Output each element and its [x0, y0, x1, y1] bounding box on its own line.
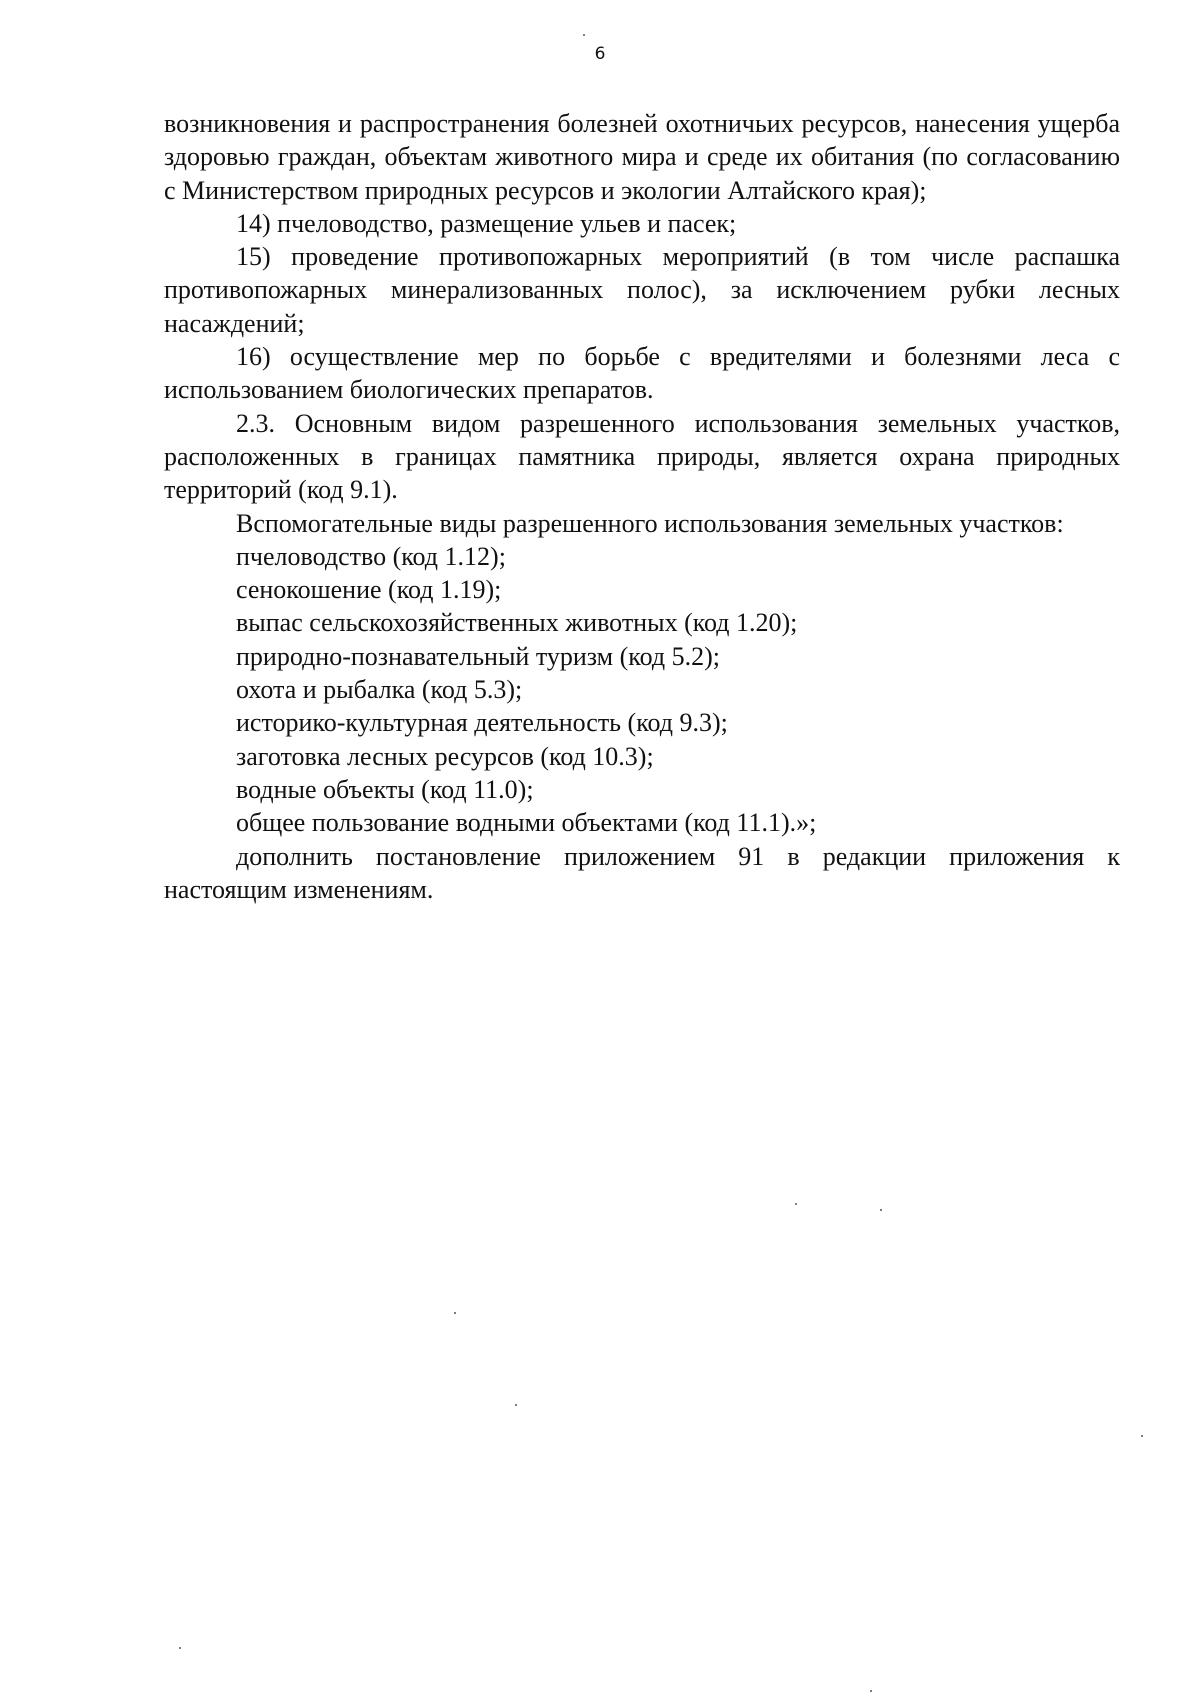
list-item: охота и рыбалка (код 5.3);: [236, 675, 523, 705]
paragraph-auxiliary-intro: Вспомогательные виды разрешенного использования земельных участков:: [236, 508, 1064, 538]
paragraph-section-2-3: 2.3. Основным видом разрешенного использования земельных участков, расположенных в границах памятника природы, является охрана природных территорий (код 9.1).: [164, 408, 1120, 505]
paragraph-continuation: возникновения и распространения болезней охотничьих ресурсов, нанесения ущерба здоровью граждан, объектам животного мира и среде их обитания (по согласованию с Министерством природных ресурсов и экологии Алтайского края);: [164, 109, 1120, 205]
paragraph-item-15: 15) проведение противопожарных мероприятий (в том числе распашка противопожарных минерализованных полос), за исключением рубки лесных насаждений;: [164, 242, 1120, 338]
paragraph-item-16: 16) осуществление мер по борьбе с вредителями и болезнями леса с использованием биологических препаратов.: [164, 342, 1120, 405]
list-item: заготовка лесных ресурсов (код 10.3);: [236, 741, 654, 771]
scan-speck: [179, 1647, 181, 1649]
paragraph-closing: дополнить постановление приложением 91 в редакции приложения к настоящим изменениям.: [164, 841, 1120, 904]
page-number: 6: [594, 44, 606, 64]
list-item: природно-познавательный туризм (код 5.2);: [236, 641, 720, 671]
document-body: [164, 107, 1120, 906]
list-item: историко-культурная деятельность (код 9.3);: [236, 708, 728, 738]
list-item: выпас сельскохозяйственных животных (код 1.20);: [236, 608, 798, 638]
scan-speck: [454, 1312, 456, 1314]
scan-speck: [880, 1209, 882, 1211]
paragraph-item-14: 14) пчеловодство, размещение ульев и пасек;: [236, 208, 737, 238]
scan-speck: [515, 1404, 517, 1406]
list-item: водные объекты (код 11.0);: [236, 774, 534, 804]
list-item: общее пользование водными объектами (код 11.1).»;: [236, 808, 817, 838]
scan-speck: [1141, 1435, 1143, 1437]
list-item: пчеловодство (код 1.12);: [236, 541, 506, 571]
list-item: сенокошение (код 1.19);: [236, 575, 502, 605]
auxiliary-uses-list: [164, 540, 1120, 840]
scan-speck: [870, 1690, 872, 1692]
scan-speck: [583, 34, 585, 36]
scan-speck: [795, 1203, 797, 1205]
